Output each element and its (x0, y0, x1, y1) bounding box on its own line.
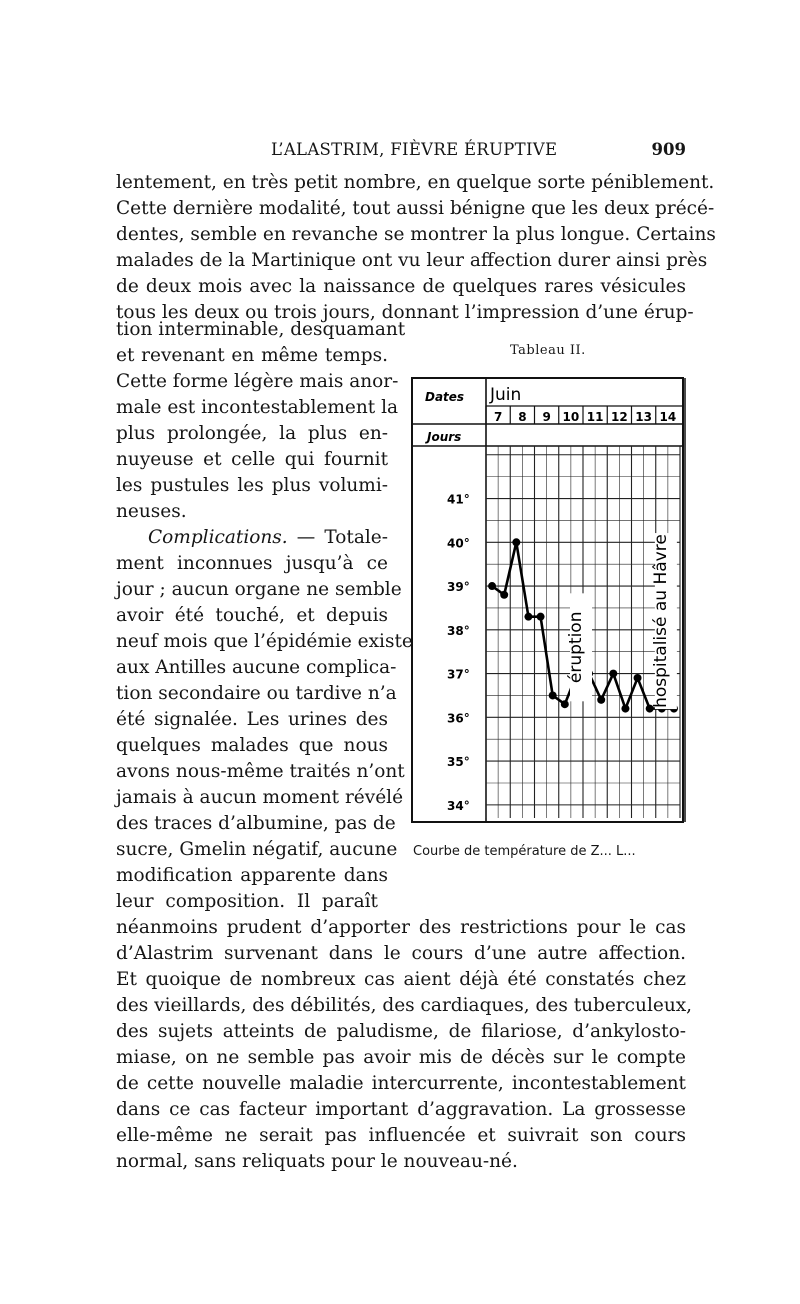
page-number: 909 (651, 140, 686, 159)
temperature-point (597, 696, 605, 704)
temperature-point (537, 613, 545, 621)
y-tick-label: 37° (447, 667, 470, 682)
y-tick-label: 35° (447, 755, 470, 770)
temperature-point (621, 705, 629, 713)
text-line: d’Alastrim survenant dans le cours d’une autre affection. (116, 943, 686, 964)
day-tick-label: 13 (635, 410, 652, 424)
day-tick-label: 12 (611, 410, 628, 424)
text-line: modification apparente dans (116, 865, 388, 886)
text-line: tion interminable, desquamant (116, 319, 406, 340)
text-line: des vieillards, des débilités, des cardiaques, des tuberculeux, (116, 995, 693, 1016)
text-line: plus prolongée, la plus en- (116, 423, 388, 444)
text-line: avons nous-même traités n’ont (116, 761, 405, 782)
text-line: miase, on ne semble pas avoir mis de décès sur le compte (116, 1047, 686, 1068)
complications-rest: — Totale- (287, 527, 388, 548)
temperature-point (512, 538, 520, 546)
text-line: malades de la Martinique ont vu leur affection durer ainsi près (116, 250, 708, 271)
y-tick-label: 38° (447, 623, 470, 638)
text-line: dans ce cas facteur important d’aggravation. La grossesse (116, 1099, 686, 1120)
y-tick-label: 34° (447, 798, 470, 813)
jours-label: Jours (427, 430, 462, 444)
day-tick-label: 9 (542, 410, 551, 424)
temperature-point (634, 674, 642, 682)
figure-label: Tableau II. (510, 343, 586, 358)
y-tick-label: 36° (447, 711, 470, 726)
y-tick-label: 41° (447, 492, 470, 507)
header-title: L’ALASTRIM, FIÈVRE ÉRUPTIVE (271, 140, 558, 159)
complications-heading: Complications. (148, 527, 288, 548)
temperature-point (500, 591, 508, 599)
text-line: tous les deux ou trois jours, donnant l’impression d’une érup- (116, 302, 694, 323)
text-line: jamais à aucun moment révélé (116, 787, 404, 808)
dates-label: Dates (425, 390, 465, 404)
text-line: Cette forme légère mais anor- (116, 371, 399, 392)
annotation-hospitalise: hospitalisé au Hâvre (650, 534, 671, 708)
figure-caption: Courbe de température de Z... L... (413, 844, 636, 859)
text-line: avoir été touché, et depuis (116, 605, 388, 626)
text-line: elle-même ne serait pas influencée et suivrait son cours (116, 1125, 686, 1146)
text-line: des sujets atteints de paludisme, de filariose, d’ankylosto- (116, 1021, 686, 1042)
text-line: sucre, Gmelin négatif, aucune (116, 839, 398, 860)
day-tick-label: 8 (518, 410, 527, 424)
text-line: dentes, semble en revanche se montrer la plus longue. Certains (116, 224, 716, 245)
text-line: neuses. (116, 501, 187, 522)
day-tick-label: 14 (659, 410, 677, 424)
temperature-point (609, 670, 617, 678)
text-line: néanmoins prudent d’apporter des restrictions pour le cas (116, 917, 686, 938)
day-tick-label: 7 (493, 410, 503, 424)
text-line: Et quoique de nombreux cas aient déjà été constatés chez (116, 969, 686, 990)
text-line: jour ; aucun organe ne semble (116, 579, 402, 600)
text-line: été signalée. Les urines des (116, 709, 388, 730)
text-line: neuf mois que l’épidémie existe (116, 631, 413, 652)
text-line: de cette nouvelle maladie intercurrente, incontestablement (116, 1073, 686, 1094)
temperature-point (524, 613, 532, 621)
month-label: Juin (490, 385, 522, 405)
text-line: leur composition. Il paraît (116, 891, 378, 912)
text-line: Cette dernière modalité, tout aussi bénigne que les deux précé- (116, 198, 715, 219)
text-line: quelques malades que nous (116, 735, 388, 756)
day-tick-label: 11 (586, 410, 604, 424)
text-line: les pustules les plus volumi- (116, 475, 388, 496)
text-line: des traces d’albumine, pas de (116, 813, 396, 834)
text-line: aux Antilles aucune complica- (116, 657, 397, 678)
text-line: lentement, en très petit nombre, en quelque sorte péniblement. (116, 172, 715, 193)
text-line: normal, sans reliquats pour le nouveau-né. (116, 1151, 518, 1172)
y-tick-label: 40° (447, 536, 470, 551)
text-line: tion secondaire ou tardive n’a (116, 683, 397, 704)
y-tick-label: 39° (447, 580, 470, 595)
text-line: male est incontestablement la (116, 397, 399, 418)
text-line: de deux mois avec la naissance de quelques rares vésicules (116, 276, 686, 297)
day-tick-label: 10 (562, 410, 580, 424)
annotation-eruption: éruption (566, 611, 586, 684)
temperature-point (561, 700, 569, 708)
text-line: et revenant en même temps. (116, 345, 388, 366)
temperature-point (488, 582, 496, 590)
text-line: nuyeuse et celle qui fournit (116, 449, 388, 470)
temperature-point (549, 691, 557, 699)
text-line: ment inconnues jusqu’à ce (116, 553, 388, 574)
